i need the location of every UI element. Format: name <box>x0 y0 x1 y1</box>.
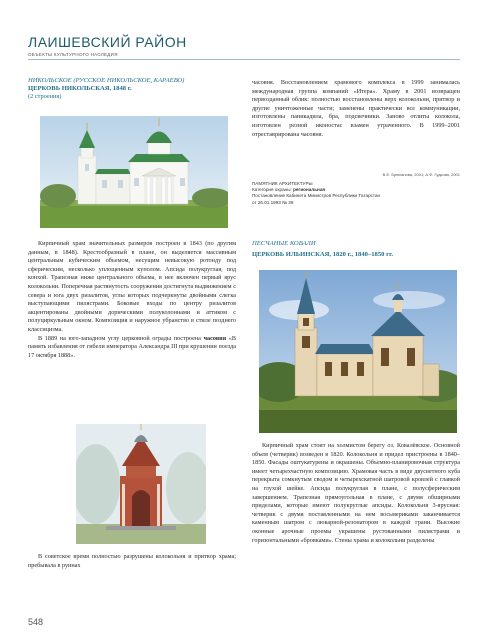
authors-credit: В.Е. Брюханова, 2001; А.Ф. Гудкова, 2001 <box>382 172 460 177</box>
photo-chapel <box>76 424 206 544</box>
section-header-subtitle: ОБЪЕКТЫ КУЛЬТУРНОГО НАСЛЕДИЯ <box>28 52 118 57</box>
section-header-title: ЛАИШЕВСКИЙ РАЙОН <box>28 34 187 50</box>
header-divider <box>28 59 460 60</box>
right-top-text <box>252 79 460 139</box>
paragraph-ilyinskaya: Кирпичный храм стоит на холмистом берегу оз. Ковалёвское. Основной объем (четверик) возведен в 1820. Колокольня и придел пристроены в 1840–1850. Фасады оштукатурены и окрашены. Объемно-планировочная структура имеет четырехчастную композицию. Храмовая часть в виде двусветного куба перекрыта сомкнутым сводом и четырехскатной шатровой кровлей с главкой на глухой шейке. Апсида полукруглая в плане, с полусферическим завершением. Трапезная прямоугольная в плане, с двумя обширными приделами, которые имеют полукруглые апсиды. Колокольня 3-ярусная: четверик с двумя поставленными на нем восьмериками заканчивается каменным шатром с люкарной-резонатором в каждой грани. Высокие оконные арочные проемы украшены рустованными пилястрами и горизонтальными «бровками». Стены храма и колокольни разделены <box>252 442 460 544</box>
left-body-text <box>28 240 236 360</box>
paragraph-chapel <box>28 335 236 361</box>
decree-line-2: от 26.01.1993 № 39 <box>252 199 294 205</box>
chapel-illustration <box>76 424 206 544</box>
photo-nikolskaya-church <box>40 116 228 228</box>
church-illustration-lakeside <box>259 270 457 433</box>
village-name-peschanye-kovali: ПЕСЧАНЫЕ КОВАЛИ <box>252 240 316 247</box>
category-prefix: Категория охраны: <box>252 187 294 193</box>
church-title-nikolskaya: ЦЕРКОВЬ НИКОЛЬСКАЯ, 1848 г. <box>28 85 132 92</box>
left-heading-block <box>28 77 228 101</box>
right-heading-block <box>252 240 462 259</box>
church-note: (2 строения) <box>28 93 62 100</box>
church-illustration-green-domes <box>40 116 228 228</box>
village-name-nikolskoe: НИКОЛЬСКОЕ (РУССКОЕ НИКОЛЬСКОЕ, КАРАЕВО) <box>28 77 185 84</box>
monument-label: ПАМЯТНИК АРХИТЕКТУРЫ <box>252 181 313 186</box>
paragraph-chapel-start: В 1889 на юго-западном углу церковной ограды построена <box>38 334 204 342</box>
page-number: 548 <box>28 617 44 627</box>
photo-ilyinskaya-church <box>259 270 457 433</box>
right-body-text <box>252 442 460 545</box>
category-value: региональная <box>293 187 326 193</box>
church-title-ilyinskaya: ЦЕРКОВЬ ИЛЬИНСКАЯ, 1820 г., 1840–1850 гг. <box>252 251 393 258</box>
paragraph-soviet-era: В советское время полностью разрушены колокольня и притвор храма; пребывала в руинах <box>28 553 236 569</box>
chapel-bold-term: часовня <box>203 334 227 342</box>
paragraph-description: Кирпичный храм значительных размеров построен в 1843 (по другим данным, в 1848). Крестообразный в плане, он выделяется массивным центральным кубическим объемом, несущим невысокую ротонду под сферическим, несколько уплощенным куполом. Апсида полукруглая, под конхой. Трапезная ниже центрального объема, в нее включен первый ярус колокольни. Поперечная растянутость сооружения достигнута выдвижением с севера и юга двух ризалитов, углы которых подчеркнуты двойными слегка выступающими пилястрами. Боковые входы по центру ризалитов акцентированы двойными дорическими полуколоннами и аттиком с полуциркульным окном. Композиция и наружное убранство в стиле позднего классицизма. <box>28 240 236 333</box>
paragraph-restoration: часовня. Восстановлением храмового комплекса в 1999 занималась международная группа компаний «Итера». Храму в 2001 возвращен первозданный облик: полностью восстановлены верх колокольни, притвор и другие уничтоженные части; заменены практически все коммуникации, изготовлены паникадила, бра, подсвечники. Заново отлиты колокола, изготовлен резной иконостас взамен утраченного. В 1999–2001 отреставрирована часовня. <box>252 79 460 138</box>
monument-status-block <box>252 181 460 206</box>
decree-line-1: Постановление Кабинета Министров Республики Татарстан <box>252 193 381 199</box>
left-bottom-text <box>28 553 236 570</box>
paragraph-chapel-end: «В память избавления от гибели императора Александра III при крушении поезда 17 октября 1888». <box>28 334 236 359</box>
